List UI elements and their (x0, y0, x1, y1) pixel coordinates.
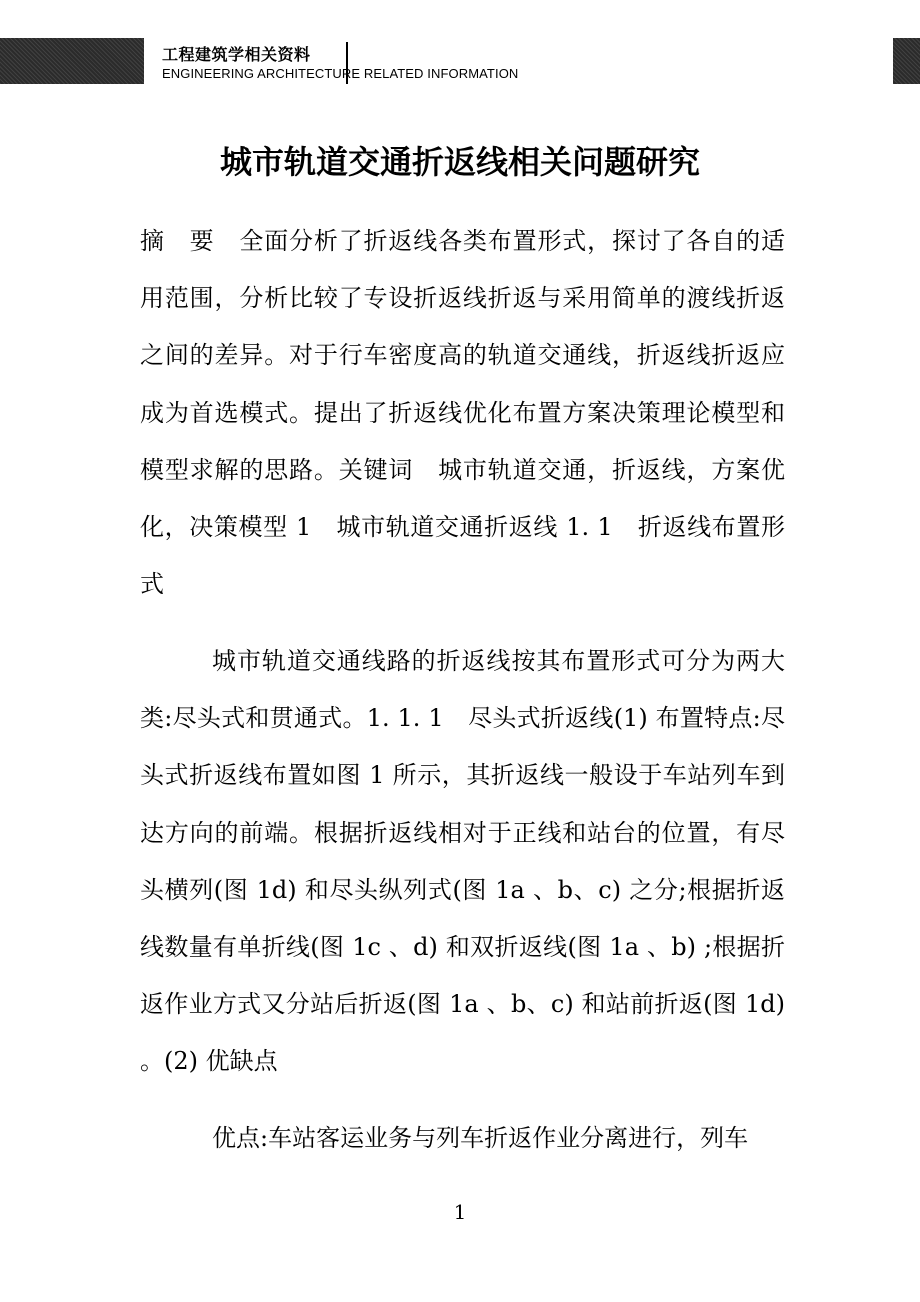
abstract-paragraph: 摘 要 全面分析了折返线各类布置形式，探讨了各自的适用范围，分析比较了专设折返线折返与采用简单的渡线折返之间的差异。对于行车密度高的轨道交通线，折返线折返应成为首选模式。提出了折返线优化布置方案决策理论模型和模型求解的思路。关键词 城市轨道交通，折返线，方案优化，决策模型 1 城市轨道交通折返线 1. 1 折返线布置形式 (140, 227, 785, 599)
header-band-left (0, 38, 144, 84)
document-title: 城市轨道交通折返线相关问题研究 (219, 143, 700, 181)
header-title-en: ENGINEERING ARCHITECTURE RELATED INFORMATION (162, 66, 519, 81)
header-band-right (893, 38, 920, 84)
body-paragraph: 城市轨道交通线路的折返线按其布置形式可分为两大类:尽头式和贯通式。1. 1. 1 尽头式折返线(1) 布置特点:尽头式折返线布置如图 1 所示，其折返线一般设于车站列车到达方向的前端。根据折返线相对于正线和站台的位置，有尽头横列(图 1d) 和尽头纵列式(图 1a 、b、c) 之分;根据折返线数量有单折线(图 1c 、d) 和双折返线(图 1a 、b) ;根据折返作业方式又分站后折返(图 1a 、b、c) 和站前折返(图 1d) 。(2) 优缺点 (140, 647, 785, 1076)
body-paragraph: 优点:车站客运业务与列车折返作业分离进行，列车 (212, 1124, 749, 1152)
header-title-cn: 工程建筑学相关资料 (162, 45, 311, 64)
page-number: 1 (453, 1200, 467, 1224)
